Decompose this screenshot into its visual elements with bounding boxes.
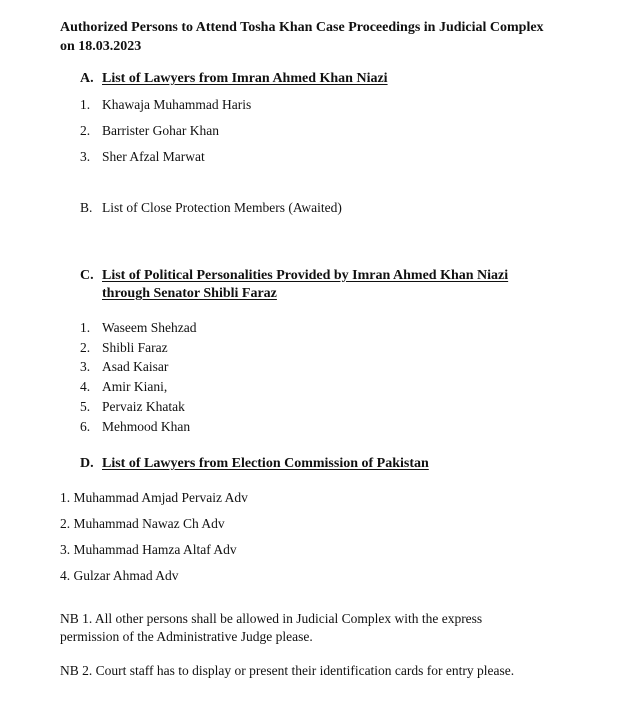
section-c-item-5: 5. Pervaiz Khatak bbox=[80, 399, 185, 414]
section-a-heading-text: List of Lawyers from Imran Ahmed Khan Niazi bbox=[102, 71, 388, 86]
section-d-marker: D. bbox=[80, 456, 94, 471]
section-a-item-3: 3. Sher Afzal Marwat bbox=[80, 149, 205, 164]
section-c-heading-text-2: through Senator Shibli Faraz bbox=[102, 286, 277, 301]
section-c-heading-line-1 bbox=[80, 267, 508, 285]
section-c-heading-line-2 bbox=[102, 285, 277, 303]
section-c-item-6: 6. Mehmood Khan bbox=[80, 419, 191, 434]
note-1-line-1: NB 1. All other persons shall be allowed in Judicial Complex with the express bbox=[60, 611, 483, 626]
section-c-marker: C. bbox=[80, 268, 94, 283]
section-b-heading bbox=[80, 199, 342, 217]
section-a-item-2: 2. Barrister Gohar Khan bbox=[80, 123, 219, 138]
section-b-heading-text: List of Close Protection Members (Awaited) bbox=[102, 200, 342, 215]
section-a-item-1: 1. Khawaja Muhammad Haris bbox=[80, 97, 252, 112]
document-title-line-1: Authorized Persons to Attend Tosha Khan Case Proceedings in Judicial Complex bbox=[60, 20, 544, 35]
section-d-item-4: 4. Gulzar Ahmad Adv bbox=[60, 568, 179, 583]
section-d-item-3: 3. Muhammad Hamza Altaf Adv bbox=[60, 542, 237, 557]
section-d-item-2: 2. Muhammad Nawaz Ch Adv bbox=[60, 516, 225, 531]
section-c-heading-text-1: List of Political Personalities Provided by Imran Ahmed Khan Niazi bbox=[102, 268, 509, 283]
document-title-line-2: on 18.03.2023 bbox=[60, 39, 142, 54]
section-d-item-1: 1. Muhammad Amjad Pervaiz Adv bbox=[60, 490, 248, 505]
section-d-heading-text: List of Lawyers from Election Commission of Pakistan bbox=[102, 456, 429, 471]
section-c-item-3: 3. Asad Kaisar bbox=[80, 359, 169, 374]
section-c-item-1: 1. Waseem Shehzad bbox=[80, 320, 197, 335]
section-b-marker: B. bbox=[80, 200, 93, 215]
section-a-heading bbox=[80, 70, 388, 88]
section-c-item-4: 4. Amir Kiani, bbox=[80, 379, 168, 394]
section-c-item-2: 2. Shibli Faraz bbox=[80, 340, 168, 355]
note-2: NB 2. Court staff has to display or present their identification cards for entry please. bbox=[60, 663, 515, 678]
note-1-line-2: permission of the Administrative Judge please. bbox=[60, 629, 313, 644]
section-d-heading bbox=[80, 455, 429, 473]
section-a-marker: A. bbox=[80, 71, 94, 86]
